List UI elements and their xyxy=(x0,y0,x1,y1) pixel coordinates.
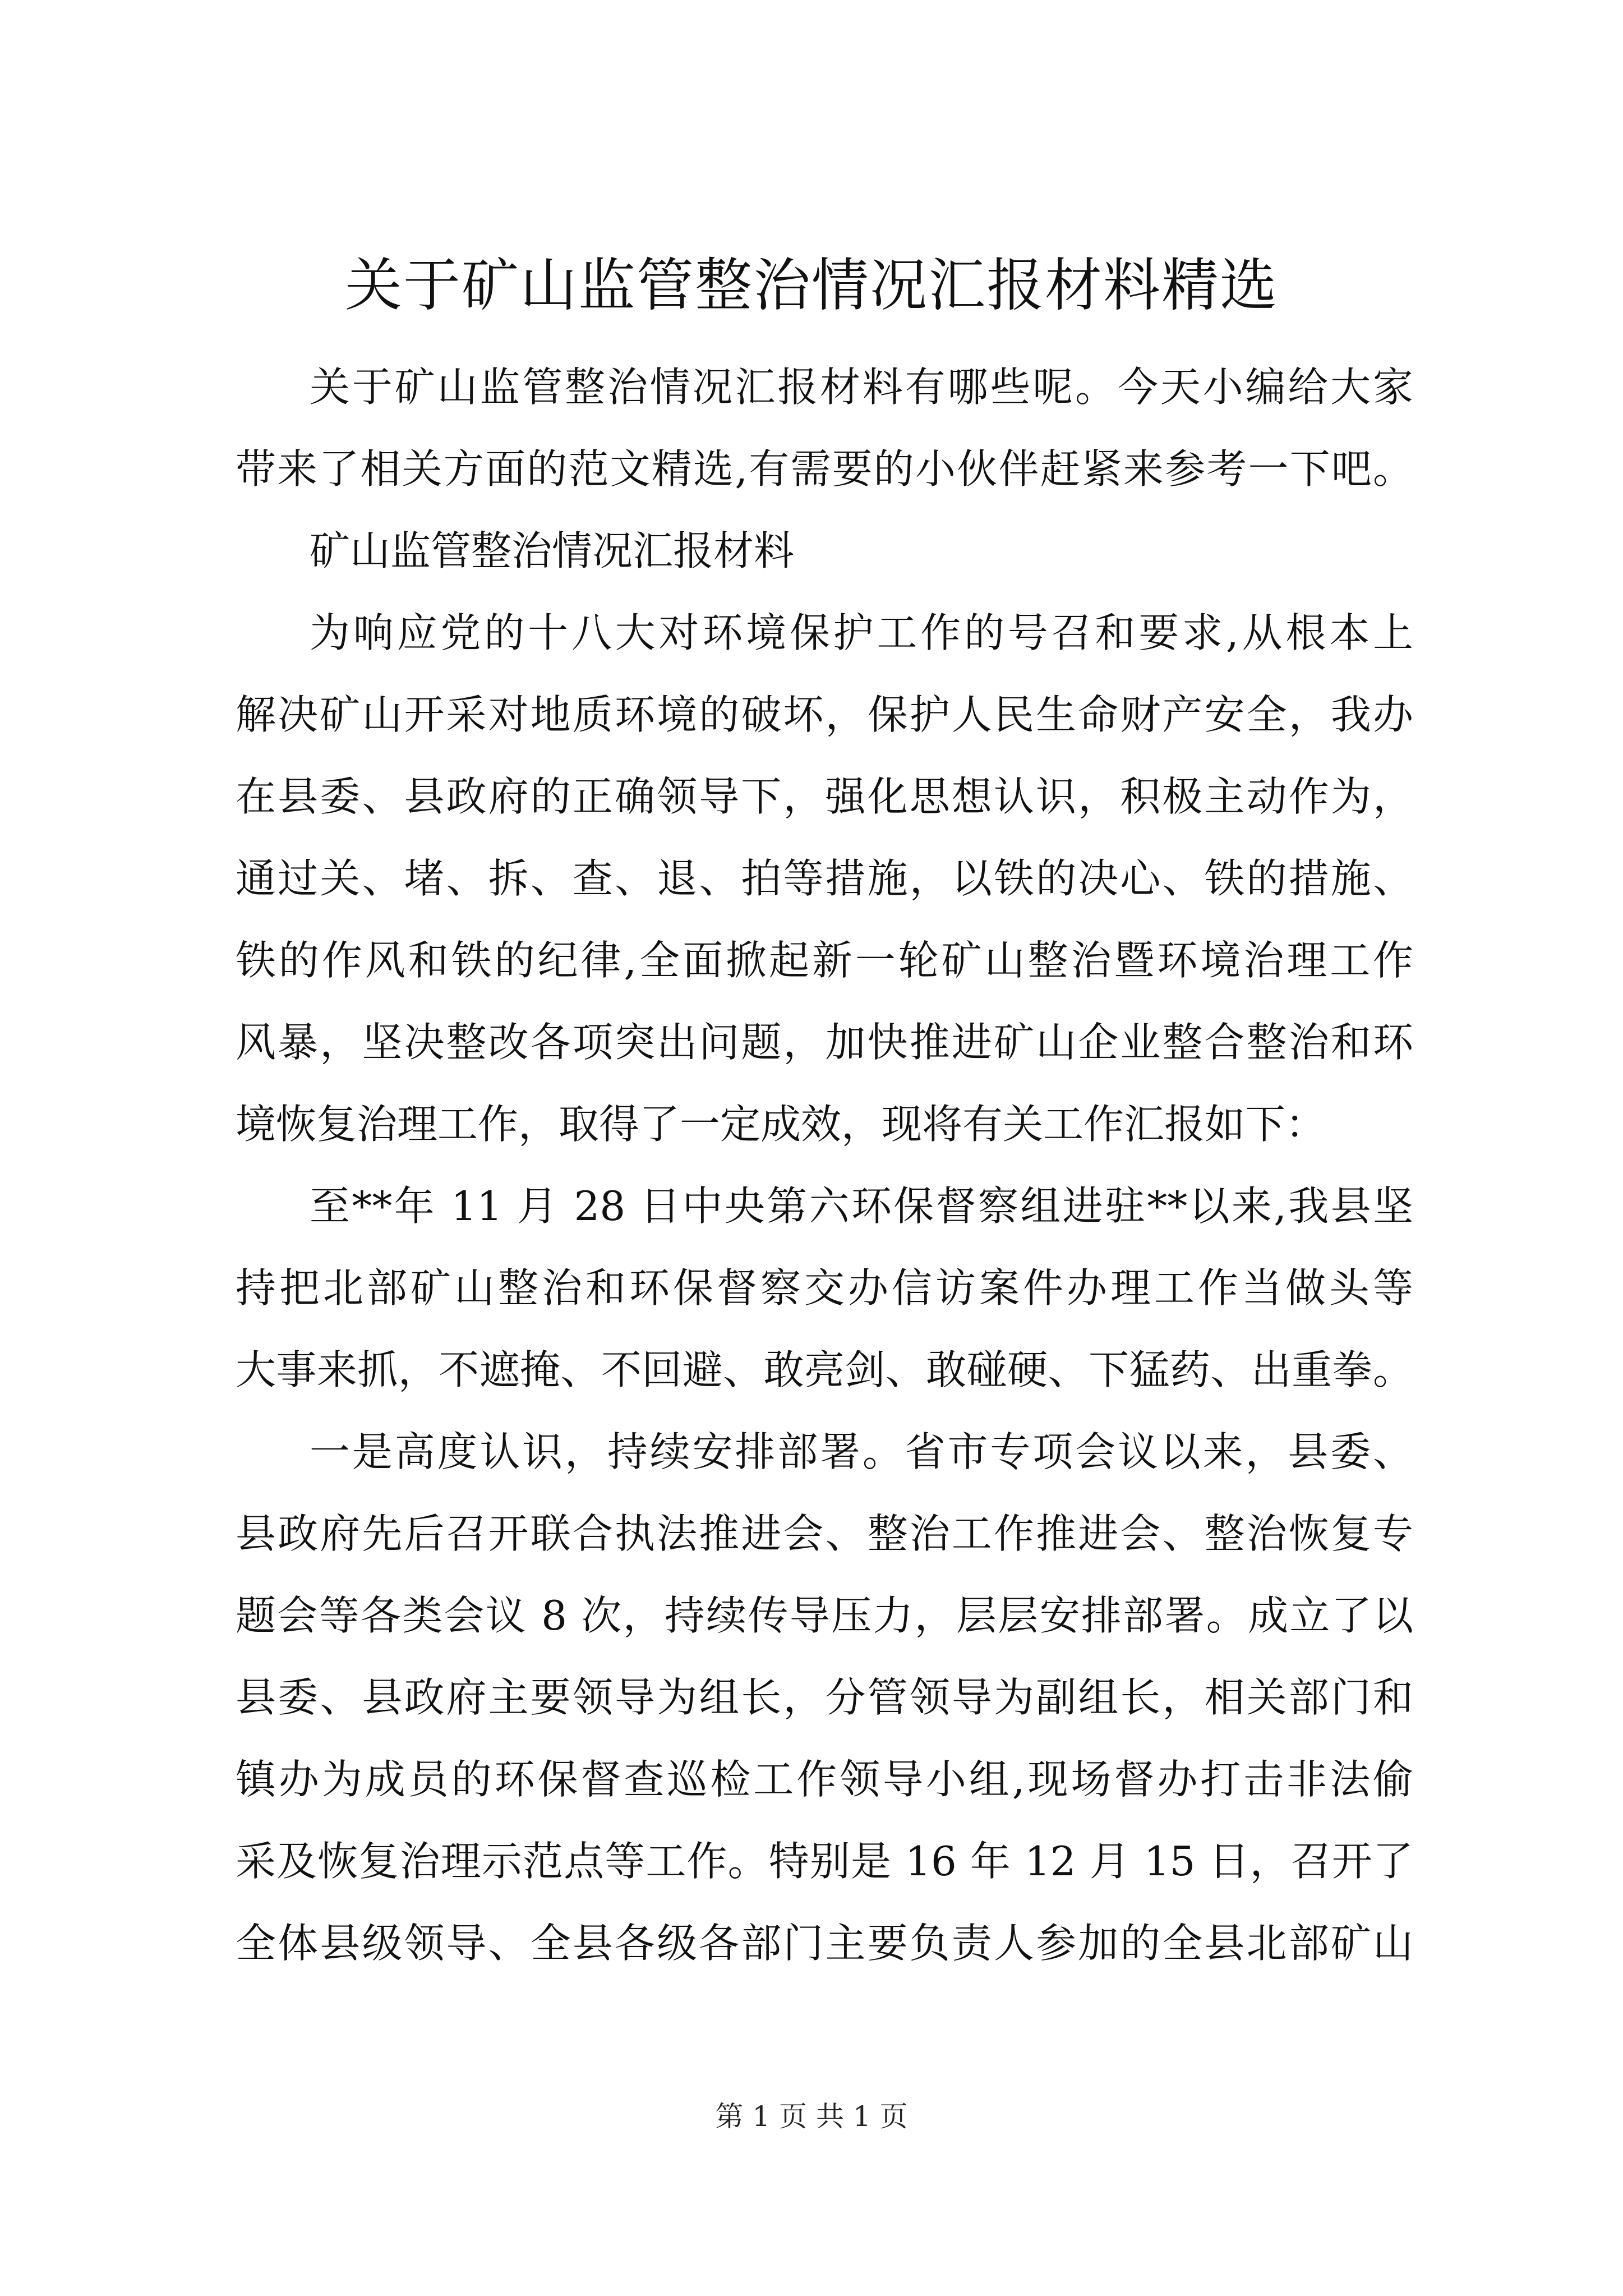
body-line: 全体县级领导、全县各级各部门主要负责人参加的全县北部矿山 xyxy=(236,1920,1413,1967)
body-line: 带来了相关方面的范文精选,有需要的小伙伴赶紧来参考一下吧。 xyxy=(236,445,1413,493)
body-line: 在县委、县政府的正确领导下，强化思想认识，积极主动作为， xyxy=(236,773,1413,820)
body-line: 风暴，坚决整改各项突出问题，加快推进矿山企业整合整治和环 xyxy=(236,1019,1413,1066)
body-line: 县委、县政府主要领导为组长，分管领导为副组长，相关部门和 xyxy=(236,1674,1413,1721)
body-line: 至**年 11 月 28 日中央第六环保督察组进驻**以来,我县坚 xyxy=(310,1182,1413,1230)
body-line: 为响应党的十八大对环境保护工作的号召和要求,从根本上 xyxy=(310,609,1413,656)
body-line: 境恢复治理工作，取得了一定成效，现将有关工作汇报如下： xyxy=(236,1101,1326,1148)
body-line: 一是高度认识，持续安排部署。省市专项会议以来，县委、 xyxy=(310,1428,1413,1475)
section-heading: 矿山监管整治情况汇报材料 xyxy=(310,527,795,574)
body-line: 解决矿山开采对地质环境的破坏，保护人民生命财产安全，我办 xyxy=(236,691,1413,738)
body-line: 关于矿山监管整治情况汇报材料有哪些呢。今天小编给大家 xyxy=(310,364,1413,411)
body-line: 县政府先后召开联合执法推进会、整治工作推进会、整治恢复专 xyxy=(236,1510,1413,1557)
body-line: 镇办为成员的环保督查巡检工作领导小组,现场督办打击非法偷 xyxy=(236,1756,1413,1803)
body-line: 大事来抓，不遮掩、不回避、敢亮剑、敢碰硬、下猛药、出重拳。 xyxy=(236,1346,1413,1393)
body-line: 持把北部矿山整治和环保督察交办信访案件办理工作当做头等 xyxy=(236,1264,1413,1312)
body-line: 通过关、堵、拆、查、退、拍等措施，以铁的决心、铁的措施、 xyxy=(236,855,1413,902)
page-number-footer: 第 1 页 共 1 页 xyxy=(715,2100,908,2133)
body-line: 题会等各类会议 8 次，持续传导压力，层层安排部署。成立了以 xyxy=(236,1592,1413,1639)
body-line: 铁的作风和铁的纪律,全面掀起新一轮矿山整治暨环境治理工作 xyxy=(236,937,1413,984)
document-title: 关于矿山监管整治情况汇报材料精选 xyxy=(345,252,1278,319)
body-line: 采及恢复治理示范点等工作。特别是 16 年 12 月 15 日，召开了 xyxy=(236,1838,1413,1885)
